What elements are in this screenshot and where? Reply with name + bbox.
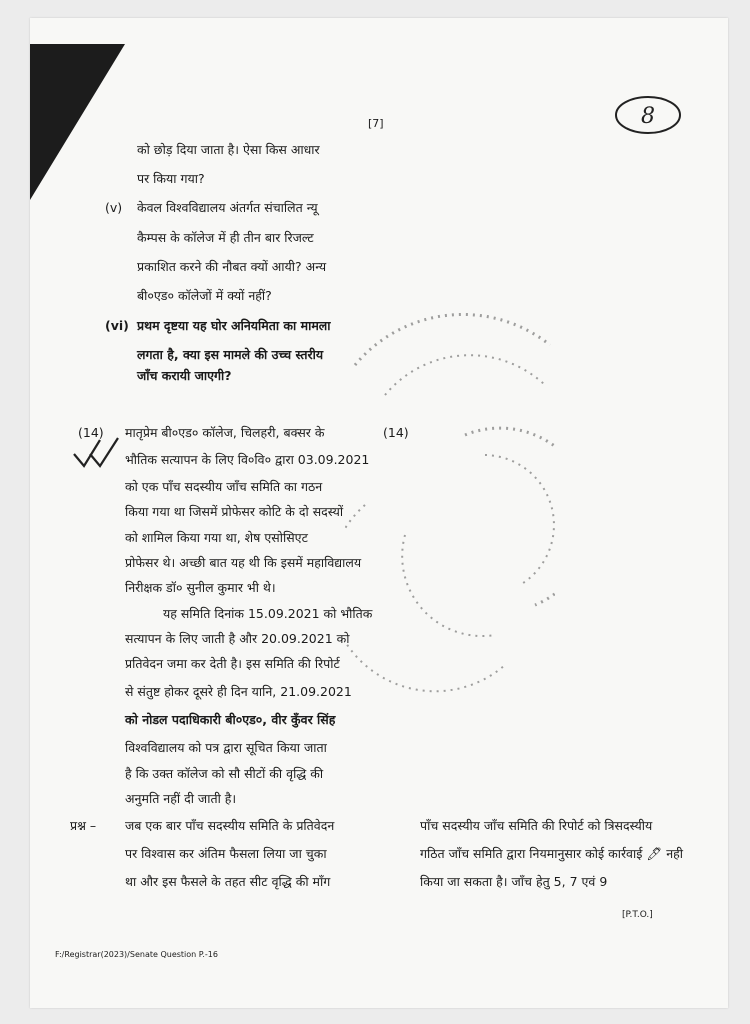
- text-line: यह समिति दिनांक 15.09.2021 को भौतिक: [163, 606, 373, 621]
- text-line: प्रतिवेदन जमा कर देती है। इस समिति की रिपोर्ट: [125, 656, 340, 671]
- text-line: लगता है, क्या इस मामले की उच्च स्तरीय: [137, 347, 324, 362]
- tick-marks-icon: [70, 436, 130, 470]
- text-line: किया गया था जिसमें प्रोफेसर कोटि के दो सदस्यों: [125, 504, 344, 519]
- answer-line: पाँच सदस्यीय जाँच समिति की रिपोर्ट को त्रिसदस्यीय: [420, 818, 653, 833]
- text-line: को नोडल पदाधिकारी बी०एड०, वीर कुँवर सिंह: [125, 712, 336, 727]
- text-line: बी०एड० कॉलेजों में क्यों नहीं?: [137, 288, 272, 303]
- circled-page-number: [612, 92, 684, 138]
- text-line: मातृप्रेम बी०एड० कॉलेज, चिलहरी, बक्सर के: [125, 425, 325, 440]
- pto-note: [P.T.O.]: [622, 910, 653, 920]
- text-line: भौतिक सत्यापन के लिए वि०वि० द्वारा 03.09.2021: [125, 452, 370, 467]
- faint-stamp: [345, 305, 555, 695]
- text-line: जब एक बार पाँच सदस्यीय समिति के प्रतिवेदन: [125, 818, 335, 833]
- item-marker: (vi): [105, 318, 129, 333]
- text-line: प्रोफेसर थे। अच्छी बात यह थी कि इसमें महाविद्यालय: [125, 555, 362, 570]
- svg-text:8: 8: [641, 104, 655, 129]
- text-line: प्रथम दृष्टया यह घोर अनियमिता का मामला: [137, 318, 331, 333]
- text-line: को छोड़ दिया जाता है। ऐसा किस आधार: [137, 142, 320, 157]
- text-line: प्रकाशित करने की नौबत क्यों आयी? अन्य: [137, 259, 327, 274]
- footer-path: F:/Registrar(2023)/Senate Question P.-16: [55, 950, 218, 959]
- text-line: को शामिल किया गया था, शेष एसोसिएट: [125, 530, 308, 545]
- page-number: [7]: [368, 117, 384, 130]
- text-line: को एक पाँच सदस्यीय जाँच समिति का गठन: [125, 479, 323, 494]
- text-line: सत्यापन के लिए जाती है और 20.09.2021 को: [125, 631, 350, 646]
- text-line: पर किया गया?: [137, 171, 205, 186]
- scan-shadow: [30, 44, 125, 200]
- text-line: से संतुष्ट होकर दूसरे ही दिन यानि, 21.09.2021: [125, 684, 352, 699]
- question-number: (14): [78, 425, 104, 440]
- question-number-right: (14): [383, 425, 409, 440]
- text-line: अनुमति नहीं दी जाती है।: [125, 791, 237, 806]
- question-label: प्रश्न –: [70, 818, 97, 833]
- answer-line: गठित जाँच समिति द्वारा नियमानुसार कोई कार्रवाई 🖊 नही: [420, 846, 684, 861]
- text-line: था और इस फैसले के तहत सीट वृद्धि की माँग: [125, 874, 331, 889]
- text-line: निरीक्षक डॉ० सुनील कुमार भी थे।: [125, 580, 276, 595]
- text-line: है कि उक्त कॉलेज को सौ सीटों की वृद्धि की: [125, 766, 324, 781]
- text-line: जाँच करायी जाएगी?: [137, 368, 232, 383]
- text-line: विश्वविद्यालय को पत्र द्वारा सूचित किया जाता: [125, 740, 327, 755]
- text-line: केवल विश्वविद्यालय अंतर्गत संचालित न्यू: [137, 200, 318, 215]
- text-line: पर विश्वास कर अंतिम फैसला लिया जा चुका: [125, 846, 327, 861]
- item-marker: (v): [105, 200, 123, 215]
- text-line: कैम्पस के कॉलेज में ही तीन बार रिजल्ट: [137, 230, 314, 245]
- answer-line: किया जा सकता है। जाँच हेतु 5, 7 एवं 9: [420, 874, 608, 889]
